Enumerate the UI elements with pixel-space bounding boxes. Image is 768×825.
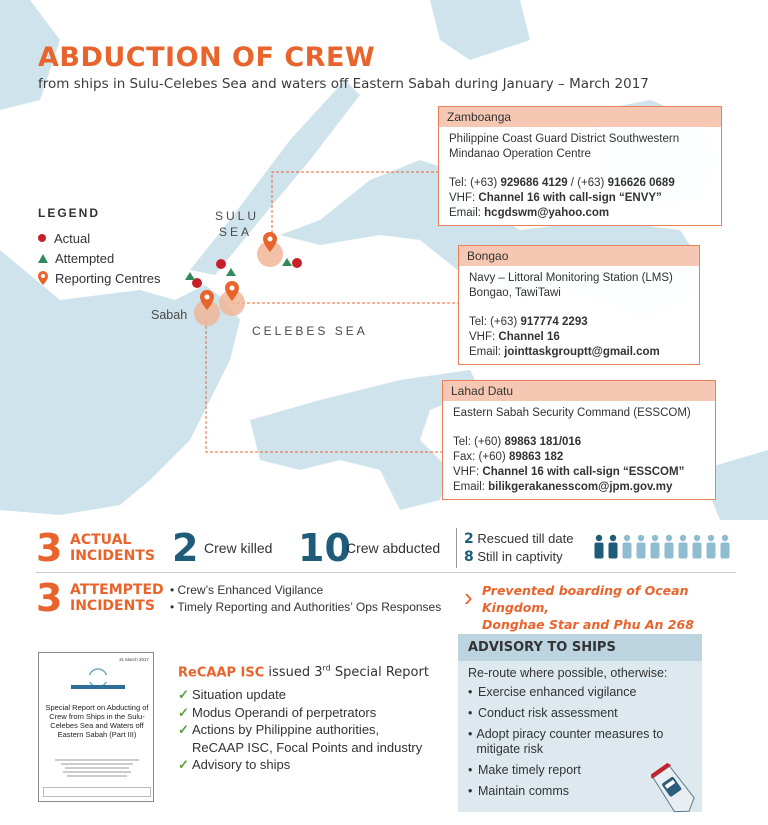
- legend-item-attempted: [38, 248, 161, 268]
- page-title: ABDUCTION OF CREW: [38, 42, 376, 73]
- map-label-celebes-sea: CELEBES SEA: [252, 324, 368, 338]
- crew-people-icons: [592, 534, 736, 560]
- attempted-incidents-label: ATTEMPTED INCIDENTS: [70, 582, 164, 614]
- checkmark-icon: ✓: [178, 757, 189, 773]
- checkmark-icon: ✓: [178, 704, 189, 720]
- legend-item-actual: [38, 228, 161, 248]
- stats-divider: [456, 528, 457, 568]
- centre-box-zamboanga: [438, 106, 722, 226]
- centre-email[interactable]: Email: bilikgerakanesscom@jpm.gov.my: [453, 481, 673, 493]
- crew-status: 2 Rescued till date 8 Still in captivity: [464, 531, 574, 565]
- advisory-title: ADVISORY TO SHIPS: [458, 634, 702, 661]
- centre-email[interactable]: Email: hcgdswm@yahoo.com: [449, 207, 610, 219]
- report-heading: ReCAAP ISC issued 3rd Special Report: [178, 664, 429, 681]
- advisory-item: • Conduct risk assessment: [468, 706, 618, 720]
- land-borneo: [0, 250, 240, 515]
- advisory-item: • Maintain comms: [468, 784, 569, 798]
- centre-box-lahad-datu: [442, 380, 716, 500]
- land-panay: [430, 0, 530, 60]
- recaap-logo-icon: [63, 667, 133, 693]
- map-pin-icon: [38, 271, 48, 285]
- boat-icon: [646, 762, 702, 818]
- centre-vhf: VHF: Channel 16: [469, 331, 560, 343]
- legend-item-reporting-centres: [38, 268, 161, 288]
- centre-name: Bongao: [459, 246, 699, 266]
- person-captive-icon: [707, 535, 716, 559]
- crew-abducted-count: 10: [298, 526, 351, 570]
- advisory-item: • Adopt piracy counter measures to mitigate risk: [468, 727, 664, 756]
- person-captive-icon: [623, 535, 632, 559]
- centre-vhf: VHF: Channel 16 with call-sign “ENVY”: [449, 192, 662, 204]
- report-item: ✓ Modus Operandi of perpetrators: [178, 704, 377, 720]
- actual-incidents-label: ACTUAL INCIDENTS: [70, 532, 155, 564]
- person-captive-icon: [679, 535, 688, 559]
- chevron-right-icon: ›: [464, 582, 473, 612]
- actual-incidents-row: [36, 526, 736, 570]
- centre-box-bongao: [458, 245, 700, 365]
- attempted-marker: [185, 272, 195, 280]
- prevented-boarding: Prevented boarding of Ocean Kingdom, Donghae Star and Phu An 268: [482, 583, 694, 632]
- attempted-incidents-row: [36, 576, 736, 632]
- report-item: ✓ Advisory to ships: [178, 757, 291, 773]
- attempted-marker: [282, 258, 292, 266]
- centre-vhf: VHF: Channel 16 with call-sign “ESSCOM”: [453, 466, 685, 478]
- report-item: ✓ Situation update: [178, 687, 286, 703]
- checkmark-icon: ✓: [178, 687, 189, 703]
- report-footer: [43, 787, 151, 797]
- attempted-triangle-icon: [38, 254, 48, 263]
- person-captive-icon: [721, 535, 730, 559]
- centre-name: Zamboanga: [439, 107, 721, 127]
- legend-label: Reporting Centres: [55, 270, 161, 286]
- centre-org: Philippine Coast Guard District Southwestern Mindanao Operation Centre: [449, 133, 680, 160]
- legend: [38, 206, 161, 288]
- map-label-sea: SEA: [219, 225, 253, 239]
- actual-incidents-count: 3: [36, 526, 63, 570]
- advisory-intro: Re-route where possible, otherwise:: [468, 666, 668, 680]
- attempted-factors: • Crew’s Enhanced Vigilance • Timely Reporting and Authorities’ Ops Responses: [170, 583, 442, 614]
- map-label-sabah: Sabah: [151, 308, 188, 322]
- report-date: 31 March 2017: [118, 657, 149, 662]
- legend-title: LEGEND: [38, 206, 101, 220]
- advisory-item: • Exercise enhanced vigilance: [468, 685, 637, 699]
- centre-name: Lahad Datu: [443, 381, 715, 401]
- legend-label: Attempted: [55, 250, 115, 266]
- legend-label: Actual: [54, 230, 91, 246]
- advisory-item: • Make timely report: [468, 763, 581, 777]
- centre-org: Eastern Sabah Security Command (ESSCOM): [453, 407, 691, 419]
- crew-killed-label: Crew killed: [204, 540, 273, 556]
- person-rescued-icon: [595, 535, 604, 559]
- crew-abducted-label: Crew abducted: [346, 540, 441, 556]
- page-subtitle: from ships in Sulu-Celebes Sea and waters off Eastern Sabah during January – March 2017: [38, 76, 649, 92]
- report-thumbnail[interactable]: [38, 652, 154, 802]
- report-item: ✓ Actions by Philippine authorities, ReCAAP ISC, Focal Points and industry: [178, 722, 423, 755]
- map-label-sulu: SULU: [215, 209, 260, 223]
- attempted-marker: [226, 268, 236, 276]
- crew-killed-count: 2: [172, 526, 199, 570]
- centre-org-location: Bongao, TawiTawi: [469, 287, 561, 299]
- report-title: Special Report on Abducting of Crew from Ships in the Sulu-Celebes Sea and Waters off Eastern Sabah (Part III): [45, 703, 149, 739]
- centre-email[interactable]: Email: jointtaskgrouptt@gmail.com: [469, 346, 660, 358]
- person-captive-icon: [665, 535, 674, 559]
- person-rescued-icon: [609, 535, 618, 559]
- centre-tel: Tel: (+60) 89863 181/016: [453, 436, 582, 448]
- person-captive-icon: [693, 535, 702, 559]
- actual-dot-icon: [38, 234, 46, 242]
- checkmark-icon: ✓: [178, 722, 189, 738]
- actual-marker: [216, 259, 226, 269]
- centre-tel: Tel: (+63) 929686 4129 / (+63) 916626 0689: [449, 177, 675, 189]
- centre-tel: Tel: (+63) 917774 2293: [469, 316, 588, 328]
- report-address-block: [45, 757, 149, 779]
- section-divider: [36, 572, 736, 573]
- attempted-incidents-count: 3: [36, 576, 63, 620]
- person-captive-icon: [637, 535, 646, 559]
- centre-org: Navy – Littoral Monitoring Station (LMS): [469, 272, 673, 284]
- person-captive-icon: [651, 535, 660, 559]
- actual-marker: [292, 258, 302, 268]
- report-summary: [178, 664, 429, 774]
- centre-fax: Fax: (+60) 89863 182: [453, 451, 564, 463]
